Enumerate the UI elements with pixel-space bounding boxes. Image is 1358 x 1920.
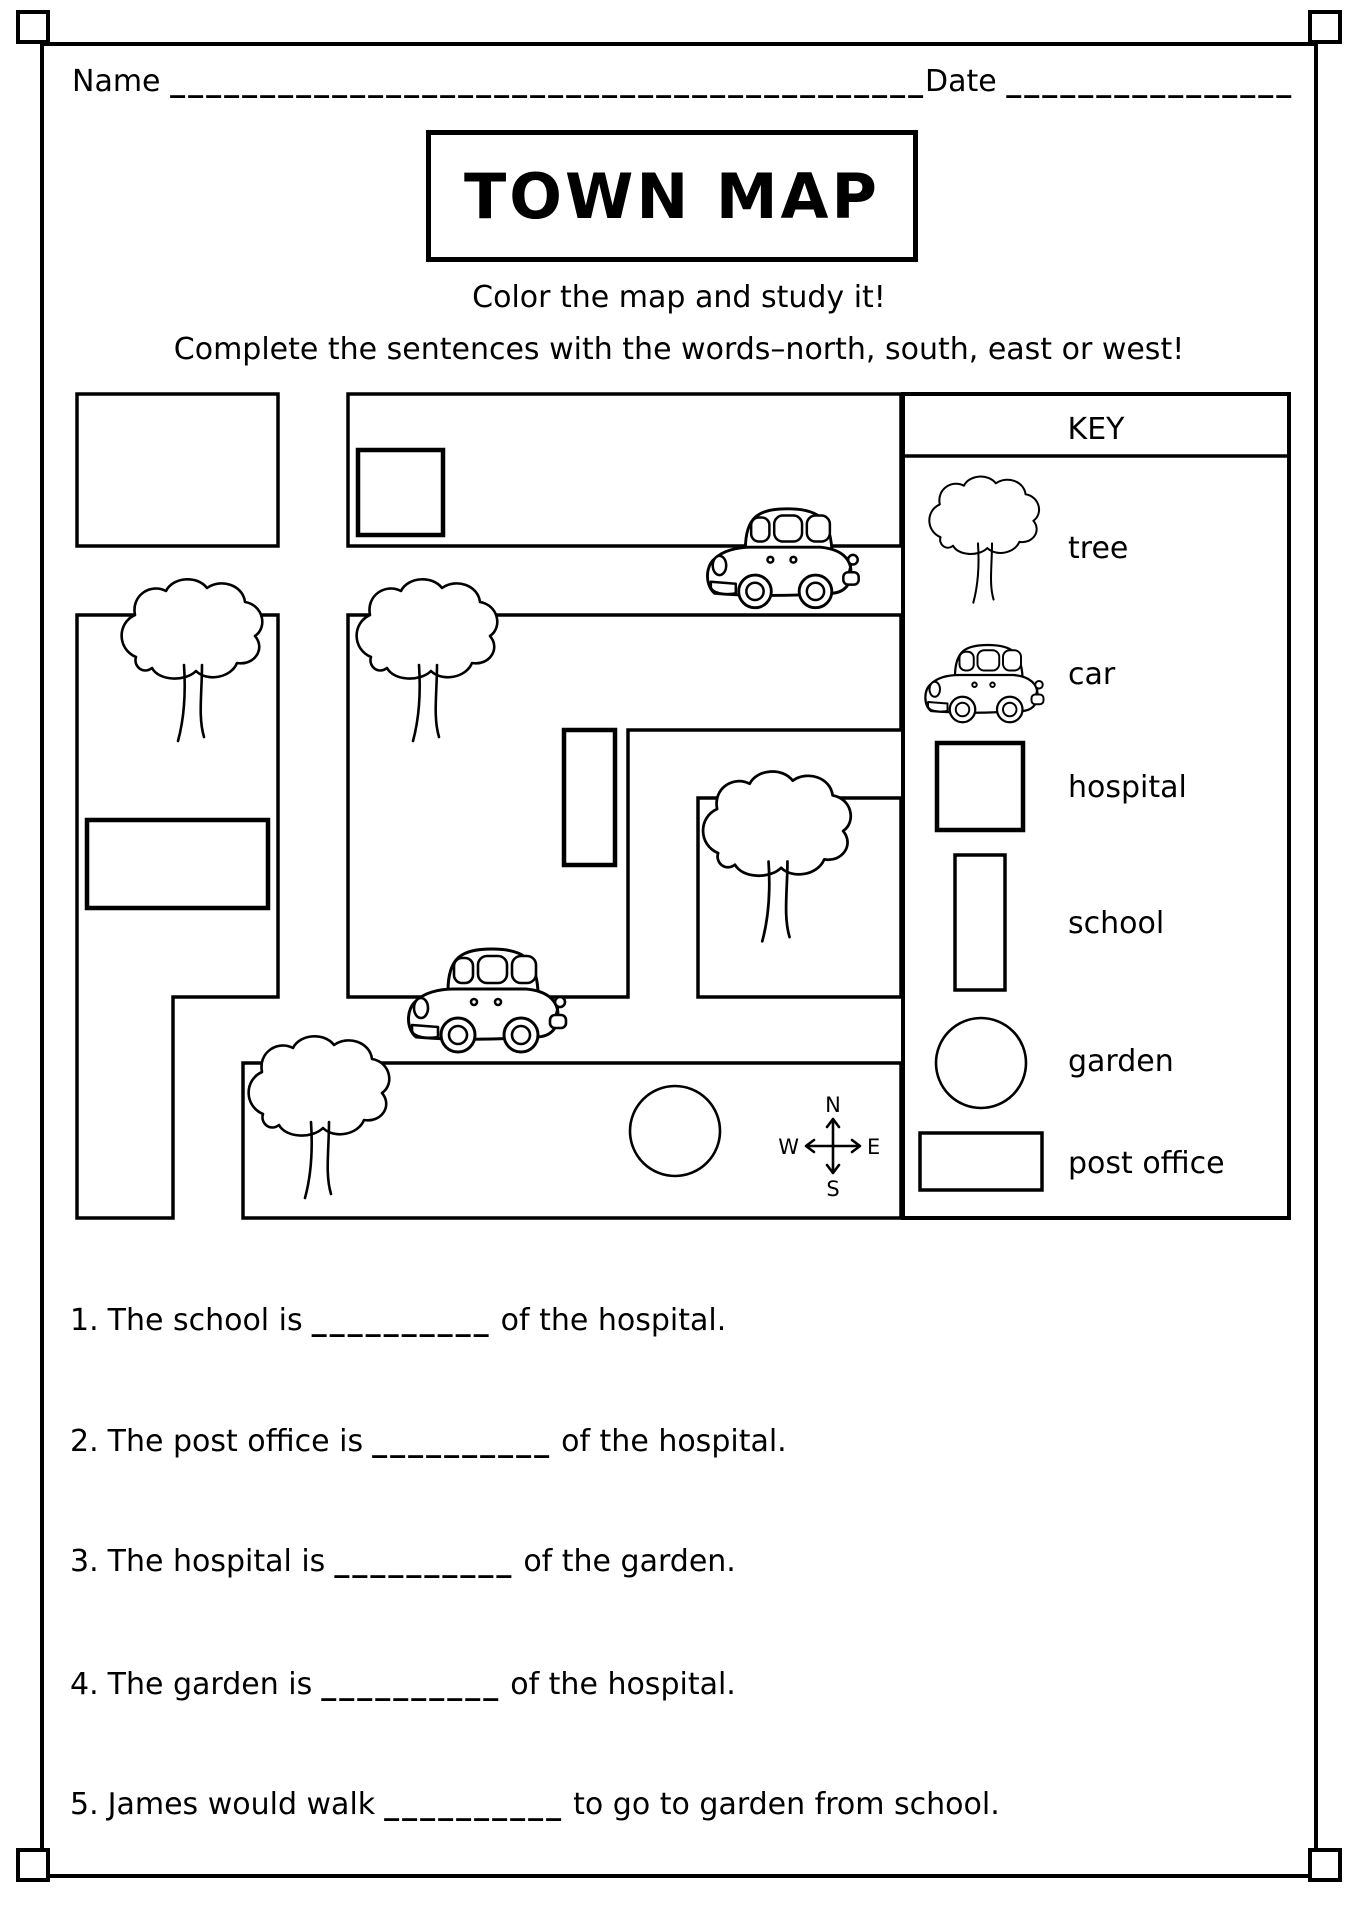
key-garden-label: garden bbox=[1068, 1044, 1174, 1079]
answer-blank: __________ bbox=[321, 1667, 502, 1702]
question-number: 3. bbox=[70, 1544, 99, 1579]
map-block-top-left bbox=[77, 394, 278, 546]
key-hospital-label: hospital bbox=[1068, 770, 1187, 805]
key-post-office-label: post office bbox=[1068, 1146, 1225, 1181]
town-map bbox=[75, 392, 1293, 1220]
map-post-office-building bbox=[87, 820, 268, 908]
question-number: 5. bbox=[70, 1787, 99, 1822]
key-car-label: car bbox=[1068, 657, 1116, 692]
question-number: 1. bbox=[70, 1303, 99, 1338]
title-box bbox=[426, 130, 918, 262]
name-label: Name bbox=[72, 64, 161, 99]
key-car-icon bbox=[925, 645, 1043, 722]
question-number: 2. bbox=[70, 1424, 99, 1459]
date-blank-line: ________________ bbox=[1006, 64, 1295, 99]
map-hospital-building bbox=[358, 450, 443, 535]
instruction-line-1: Color the map and study it! bbox=[472, 280, 886, 315]
compass-west-label: W bbox=[778, 1135, 799, 1159]
frame-corner-square bbox=[1308, 1848, 1342, 1882]
question-5: 5. James would walk __________ to go to garden from school. bbox=[70, 1787, 1000, 1822]
page-title: TOWN MAP bbox=[464, 159, 880, 233]
answer-blank: __________ bbox=[372, 1424, 553, 1459]
frame-corner-square bbox=[16, 10, 50, 44]
key-tree-icon bbox=[929, 477, 1039, 603]
answer-blank: __________ bbox=[384, 1787, 565, 1822]
key-school-label: school bbox=[1068, 906, 1165, 941]
date-row bbox=[925, 64, 1294, 99]
key-tree-label: tree bbox=[1068, 531, 1129, 566]
name-blank-line: __________________________________________ bbox=[170, 64, 927, 99]
answer-blank: __________ bbox=[334, 1544, 515, 1579]
compass-east-label: E bbox=[867, 1135, 881, 1159]
frame-corner-square bbox=[16, 1848, 50, 1882]
map-garden-circle bbox=[630, 1086, 720, 1176]
map-school-building bbox=[564, 730, 615, 865]
key-hospital-icon bbox=[937, 743, 1023, 830]
instruction-line-2: Complete the sentences with the words–north, south, east or west! bbox=[173, 332, 1185, 367]
name-row bbox=[72, 64, 926, 99]
key-garden-icon bbox=[936, 1018, 1026, 1108]
question-3: 3. The hospital is __________ of the garden. bbox=[70, 1544, 736, 1579]
compass-north-label: N bbox=[825, 1093, 841, 1117]
key-post-office-icon bbox=[920, 1133, 1042, 1190]
key-school-icon bbox=[955, 855, 1005, 990]
frame-corner-square bbox=[1308, 10, 1342, 44]
compass-south-label: S bbox=[826, 1177, 840, 1201]
question-1: 1. The school is __________ of the hospital. bbox=[70, 1303, 727, 1338]
question-4: 4. The garden is __________ of the hospital. bbox=[70, 1667, 736, 1702]
question-number: 4. bbox=[70, 1667, 99, 1702]
date-label: Date bbox=[925, 64, 997, 99]
key-title: KEY bbox=[1067, 412, 1125, 447]
answer-blank: __________ bbox=[311, 1303, 492, 1338]
question-2: 2. The post office is __________ of the hospital. bbox=[70, 1424, 787, 1459]
